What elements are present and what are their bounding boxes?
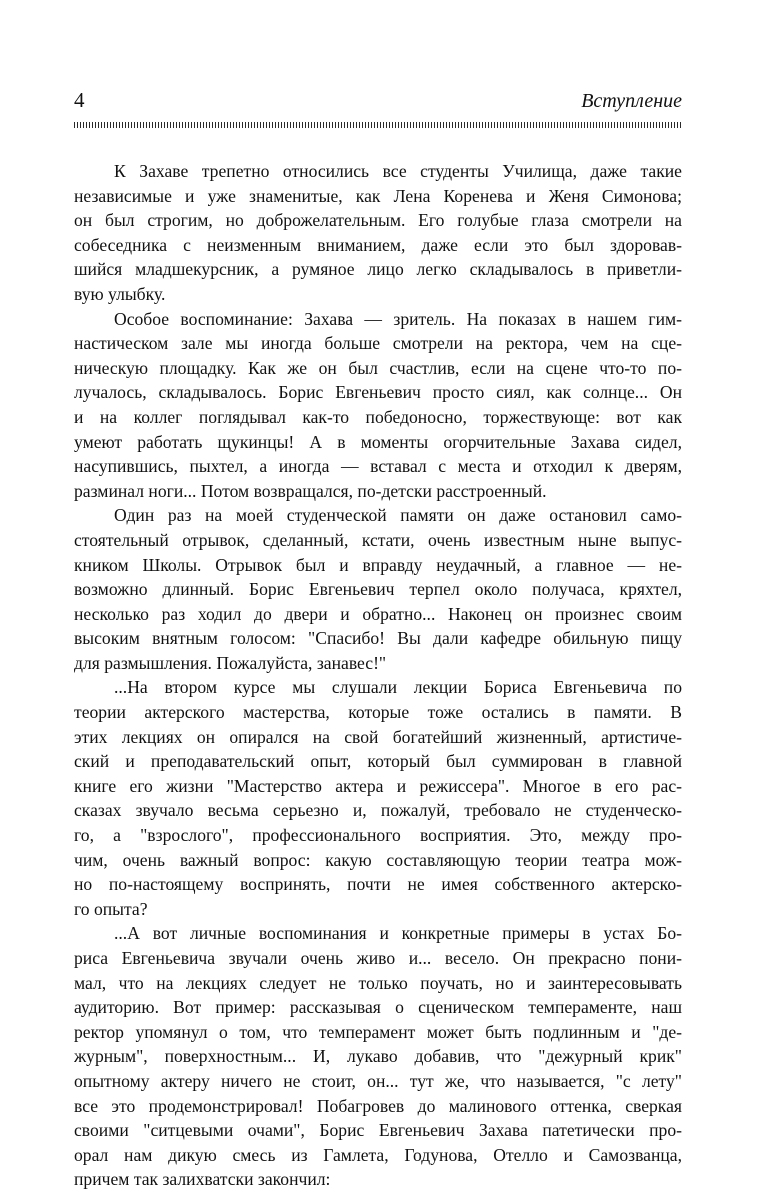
text-line: умеют работать щукинцы! А в моменты огорчительные Захава сидел, xyxy=(74,431,682,452)
text-line: причем так залихватски закончил: xyxy=(74,1169,331,1190)
text-line: ...На втором курсе мы слушали лекции Бориса Евгеньевича по xyxy=(114,677,682,698)
text-line: независимые и уже знаменитые, как Лена Коренева и Женя Симонова; xyxy=(74,185,682,206)
text-line: шийся младшекурсник, а румяное лицо легко складывалось в приветли- xyxy=(74,259,682,280)
text-line: разминал ноги... Потом возвращался, по-детски расстроенный. xyxy=(74,480,547,501)
text-line: высоким внятным голосом: "Спасибо! Вы дали кафедре обильную пищу xyxy=(74,628,682,649)
text-line: кником Школы. Отрывок был и вправду неудачный, а главное — не- xyxy=(74,554,682,575)
paragraph-lectures xyxy=(74,675,682,921)
text-line: стоятельный отрывок, сделанный, кстати, очень известным ныне выпус- xyxy=(74,529,682,550)
text-line: но по-настоящему воспринять, почти не имея собственного актерско- xyxy=(74,874,682,895)
text-line: аудиторию. Вот пример: рассказывая о сценическом темпераменте, наш xyxy=(74,997,682,1018)
text-line: Один раз на моей студенческой памяти он даже остановил само- xyxy=(114,505,682,526)
text-line: и на коллег поглядывал как-то победоносно, торжествующе: вот как xyxy=(74,406,682,427)
text-line: собеседника с неизменным вниманием, даже если это был здоровав- xyxy=(74,234,682,255)
text-line: опытному актеру ничего не стоит, он... тут же, что называется, "с лету" xyxy=(74,1070,682,1091)
text-line: го опыта? xyxy=(74,898,148,919)
paragraph-zakhava-students xyxy=(74,159,682,307)
text-line: ский и преподавательский опыт, который был суммирован в главной xyxy=(74,751,682,772)
body-text xyxy=(74,159,682,1192)
text-line: го, а "взрослого", профессионального восприятия. Это, между про- xyxy=(74,825,682,846)
text-line: теории актерского мастерства, которые тоже остались в памяти. В xyxy=(74,702,682,723)
paragraph-zakhava-spectator xyxy=(74,307,682,504)
text-line: лучалось, складывалось. Борис Евгеньевич просто сиял, как солнце... Он xyxy=(74,382,682,403)
text-line: вую улыбку. xyxy=(74,283,166,304)
text-line: ректор упомянул о том, что темперамент может быть подлинным и "де- xyxy=(74,1021,682,1042)
text-line: настическом зале мы иногда больше смотрели на ректора, чем на сце- xyxy=(74,333,682,354)
text-line: ...А вот личные воспоминания и конкретные примеры в устах Бо- xyxy=(114,923,682,944)
page-number: 4 xyxy=(74,88,85,112)
text-line: мал, что на лекциях следует не только поучать, но и заинтересовывать xyxy=(74,972,682,993)
paragraph-personal-memories xyxy=(74,921,682,1192)
text-line: насупившись, пыхтел, а иногда — вставал с места и отходил к дверям, xyxy=(74,456,682,477)
text-line: орал нам дикую смесь из Гамлета, Годунова, Отелло и Самозванца, xyxy=(74,1144,682,1165)
text-line: К Захаве трепетно относились все студенты Училища, даже такие xyxy=(114,161,682,181)
running-head: Вступление xyxy=(581,90,682,112)
text-line: своими "ситцевыми очами", Борис Евгеньевич Захава патетически про- xyxy=(74,1120,682,1141)
text-line: чим, очень важный вопрос: какую составляющую теории театра мож- xyxy=(74,849,682,870)
text-line: сказах звучало весьма серьезно и, пожалуй, требовало не студенческо- xyxy=(74,800,682,821)
text-line: этих лекциях он опирался на свой богатейший жизненный, артистиче- xyxy=(74,726,682,747)
text-line: журным", поверхностным... И, лукаво добавив, что "дежурный крик" xyxy=(74,1046,682,1067)
text-line: Особое воспоминание: Захава — зритель. На показах в нашем гим- xyxy=(114,308,682,329)
text-line: ническую площадку. Как же он был счастлив, если на сцене что-то по- xyxy=(74,357,682,378)
text-line: он был строгим, но доброжелательным. Его голубые глаза смотрели на xyxy=(74,210,682,231)
paragraph-stopped-excerpt xyxy=(74,503,682,675)
text-line: возможно длинный. Борис Евгеньевич терпел около получаса, кряхтел, xyxy=(74,579,682,600)
text-line: для размышления. Пожалуйста, занавес!" xyxy=(74,652,387,673)
text-line: риса Евгеньевича звучали очень живо и... весело. Он прекрасно пони- xyxy=(74,948,682,968)
text-line: книге его жизни "Мастерство актера и режиссера". Многое в его рас- xyxy=(74,775,682,796)
text-line: все это продемонстрировал! Побагровев до малинового оттенка, сверкая xyxy=(74,1095,682,1116)
text-line: несколько раз ходил до двери и обратно... Наконец он произнес своим xyxy=(74,603,682,624)
header-rule xyxy=(74,122,682,128)
